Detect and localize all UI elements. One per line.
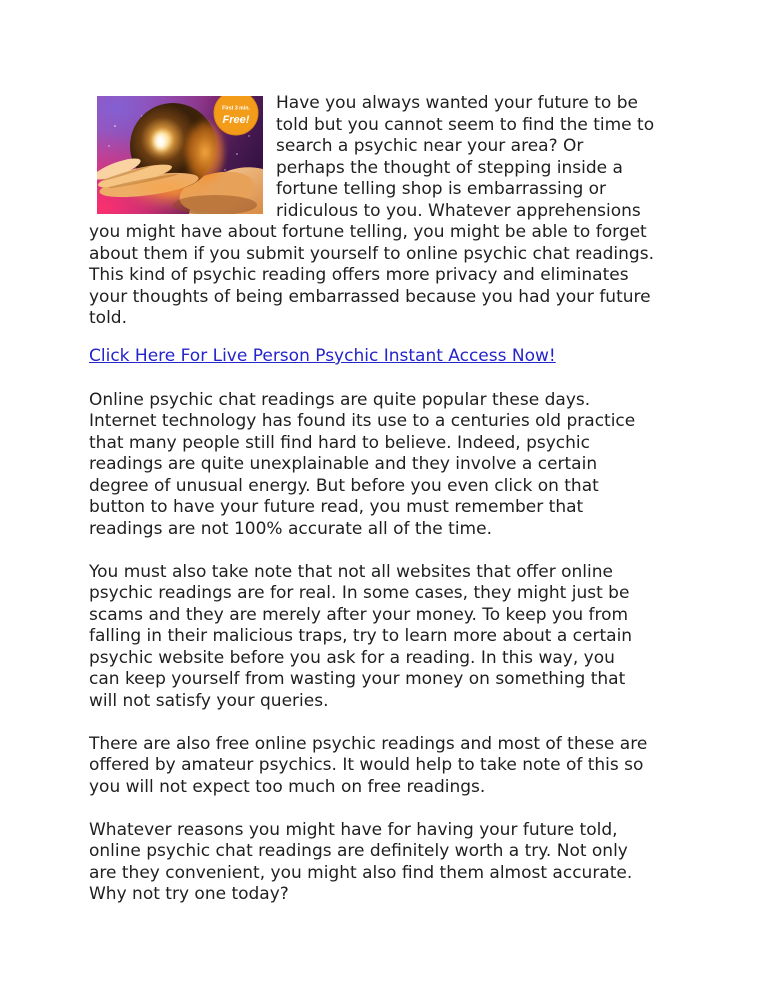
text-line: can keep yourself from wasting your money on something that — [89, 669, 626, 689]
paragraph-free-readings — [89, 734, 689, 799]
text-line: psychic website before you ask for a reading. In this way, you — [89, 647, 615, 668]
text-line: There are also free online psychic readings and most of these are — [89, 733, 648, 754]
text-line: scams and they are merely after your money. To keep you from — [89, 604, 629, 625]
text-line: readings are quite unexplainable and they involve a certain — [89, 454, 598, 474]
text-line: online psychic chat readings are definitely worth a try. Not only — [89, 841, 628, 861]
text-line: about them if you submit yourself to online psychic chat readings. — [89, 243, 654, 264]
paragraph-popularity — [89, 390, 689, 541]
text-line: told. — [89, 308, 127, 328]
cta-link-row — [89, 345, 689, 367]
text-line: Whatever reasons you might have for having your future told, — [89, 819, 618, 840]
text-line: that many people still find hard to believe. Indeed, psychic — [89, 432, 590, 453]
crystal-ball-ad-image[interactable] — [97, 96, 263, 214]
text-line: This kind of psychic reading offers more privacy and eliminates — [89, 265, 629, 285]
text-line: Why not try one today? — [89, 884, 289, 904]
text-line: degree of unusual energy. But before you even click on that — [89, 475, 599, 496]
free-badge — [214, 96, 258, 135]
text-line: will not satisfy your queries. — [89, 690, 329, 711]
badge-small-text: First 3 min. — [222, 105, 250, 112]
paragraph-scam-warning — [89, 562, 689, 713]
text-line: you might have about fortune telling, you might be able to forget — [89, 222, 647, 242]
text-line: Online psychic chat readings are quite popular these days. — [89, 389, 591, 410]
text-line: You must also take note that not all websites that offer online — [89, 561, 613, 582]
badge-free-text: Free! — [222, 114, 250, 126]
text-line: you will not expect too much on free readings. — [89, 776, 486, 797]
text-line: readings are not 100% accurate all of the time. — [89, 518, 492, 539]
text-line: psychic readings are for real. In some cases, they might just be — [89, 583, 630, 603]
text-line: fortune telling shop is embarrassing or — [276, 179, 607, 199]
text-line: are they convenient, you might also find them almost accurate. — [89, 862, 633, 883]
text-line: told but you cannot seem to find the time to — [276, 114, 655, 135]
text-line: Have you always wanted your future to be — [276, 93, 638, 113]
text-line: perhaps the thought of stepping inside a — [276, 157, 623, 178]
text-line: offered by amateur psychics. It would help to take note of this so — [89, 755, 644, 775]
psychic-access-link[interactable]: Click Here For Live Person Psychic Instant Access Now! — [89, 346, 556, 366]
text-line: button to have your future read, you must remember that — [89, 497, 584, 517]
paragraph-conclusion — [89, 820, 689, 906]
text-line: your thoughts of being embarrassed because you had your future — [89, 286, 651, 307]
text-line: falling in their malicious traps, try to learn more about a certain — [89, 626, 633, 646]
article — [89, 93, 689, 927]
text-line: ridiculous to you. Whatever apprehensions — [276, 200, 641, 221]
text-line: Internet technology has found its use to a centuries old practice — [89, 411, 636, 431]
text-line: search a psychic near your area? Or — [276, 136, 584, 156]
